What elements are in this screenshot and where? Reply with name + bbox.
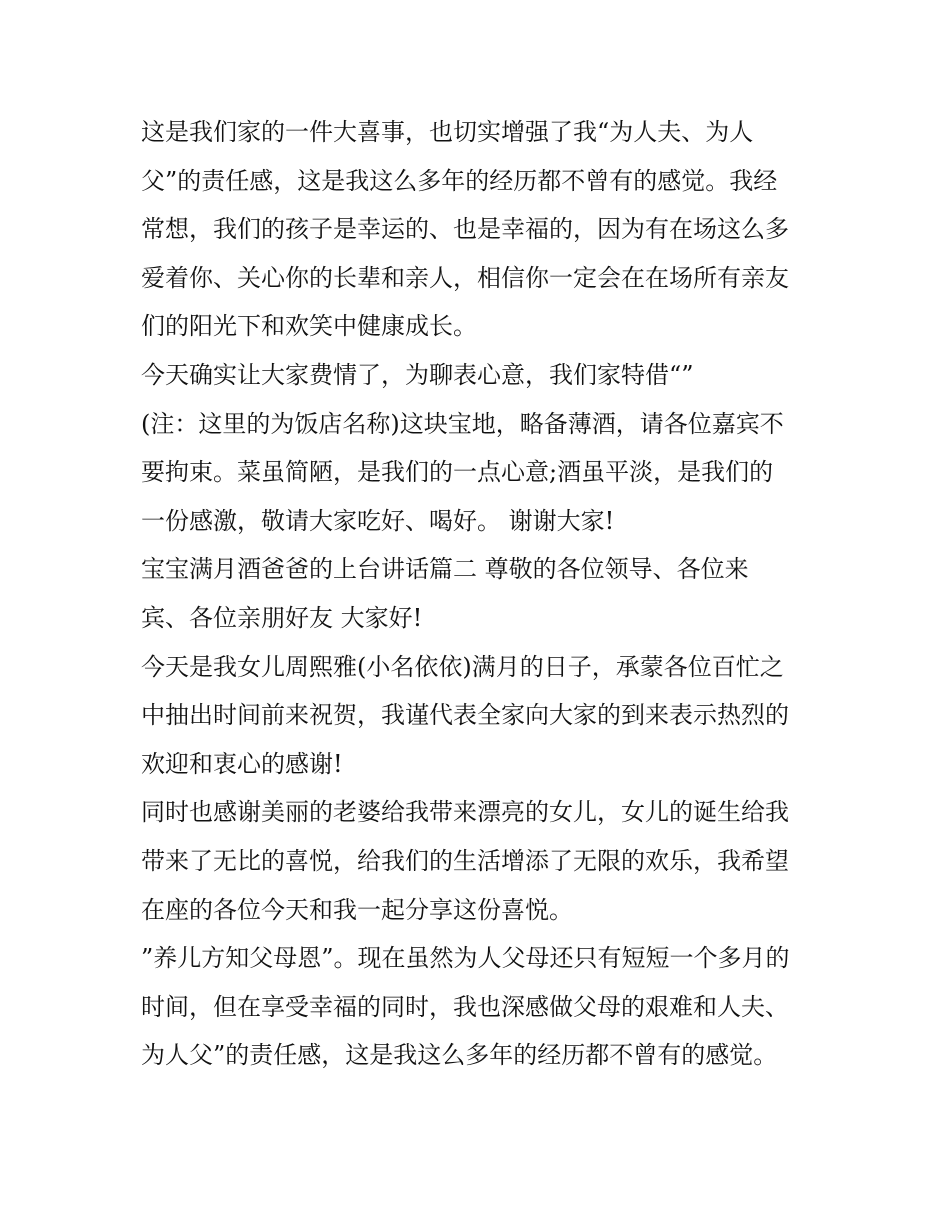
text-line: 宾、各位亲朋好友 大家好! (141, 603, 423, 632)
text-line: 这是我们家的一件大喜事，也切实增强了我“为人夫、为人 (141, 118, 754, 146)
text-line: 带来了无比的喜悦，给我们的生活增添了无限的欢乐，我希望 (141, 846, 789, 875)
text-line: 爱着你、关心你的长辈和亲人，相信你一定会在在场所有亲友 (141, 263, 789, 292)
text-line: 们的阳光下和欢笑中健康成长。 (141, 312, 477, 341)
text-line: 今天确实让大家费情了，为聊表心意，我们家特借“” (141, 360, 694, 389)
text-line: 中抽出时间前来祝贺，我谨代表全家向大家的到来表示热烈的 (141, 701, 789, 730)
text-line: 要拘束。菜虽简陋，是我们的一点心意;酒虽平淡，是我们的 (141, 458, 774, 487)
text-line: 宝宝满月酒爸爸的上台讲话篇二 尊敬的各位领导、各位来 (141, 555, 749, 584)
text-line: (注：这里的为饭店名称)这块宝地，略备薄酒，请各位嘉宾不 (141, 409, 784, 438)
text-line: 常想，我们的孩子是幸运的、也是幸福的，因为有在场这么多 (141, 215, 789, 244)
text-line: 今天是我女儿周熙雅(小名依依)满月的日子，承蒙各位百忙之 (141, 652, 784, 681)
text-line: 为人父”的责任感，这是我这么多年的经历都不曾有的感觉。 (141, 1041, 778, 1070)
text-line: 同时也感谢美丽的老婆给我带来漂亮的女儿，女儿的诞生给我 (141, 798, 789, 827)
text-line: 一份感激，敬请大家吃好、喝好。 谢谢大家! (141, 506, 615, 535)
text-line: 欢迎和衷心的感谢! (141, 749, 343, 778)
document-body (141, 108, 821, 1080)
text-line: ”养儿方知父母恩”。现在虽然为人父母还只有短短一个多月的 (141, 944, 790, 973)
text-line: 父”的责任感，这是我这么多年的经历都不曾有的感觉。我经 (141, 166, 778, 195)
text-line: 时间，但在享受幸福的同时，我也深感做父母的艰难和人夫、 (141, 992, 789, 1021)
text-line: 在座的各位今天和我一起分享这份喜悦。 (141, 895, 573, 924)
